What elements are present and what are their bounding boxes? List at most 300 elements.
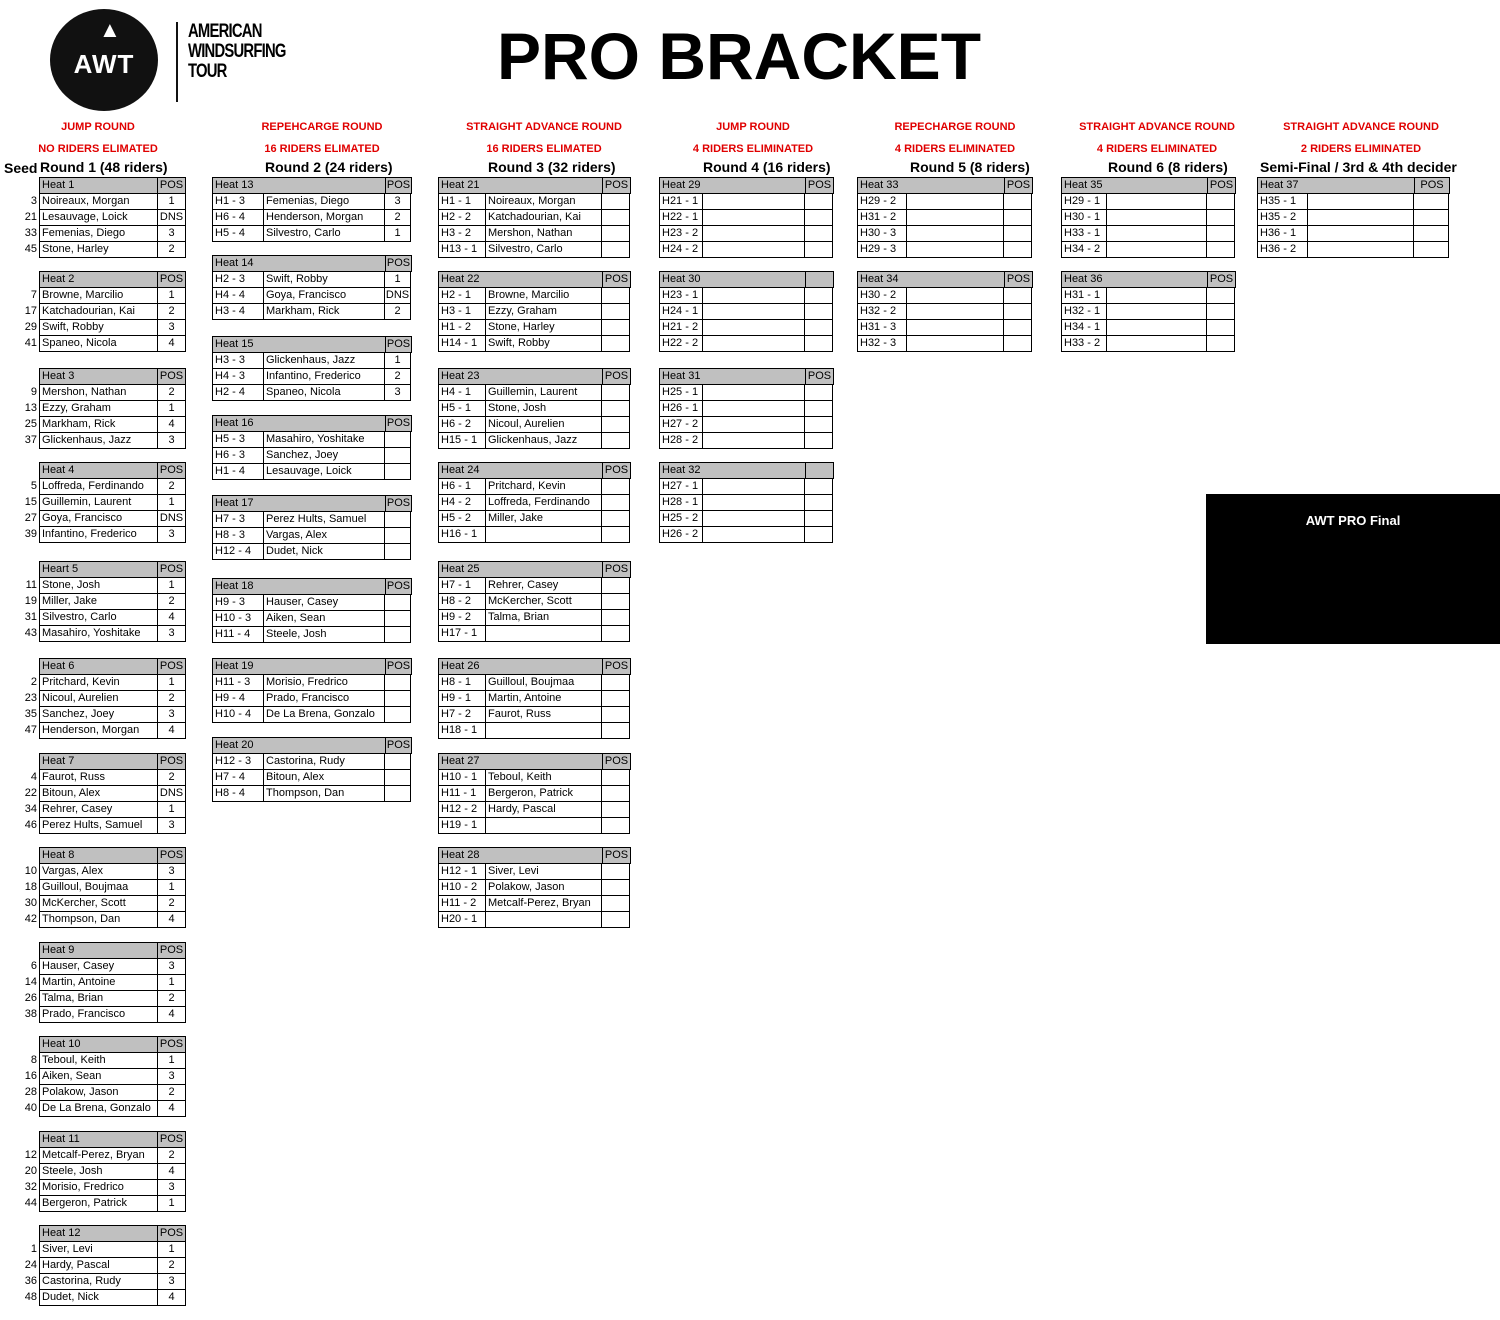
rider-name (703, 433, 805, 449)
rider-name: Katchadourian, Kai (486, 210, 602, 226)
heat-header (40, 943, 186, 959)
position-cell: 4 (158, 1290, 186, 1306)
heat-header (213, 337, 412, 353)
advance-ref: H35 - 1 (1258, 194, 1308, 210)
rider-name: Bitoun, Alex (40, 786, 158, 802)
heat-header (213, 579, 412, 595)
heat-row (660, 242, 834, 258)
heat-header (439, 178, 631, 194)
heat-row (439, 417, 631, 433)
heat-row (660, 385, 834, 401)
rider-name: Metcalf-Perez, Bryan (486, 896, 602, 912)
position-cell: 3 (158, 626, 186, 642)
position-cell: 2 (158, 770, 186, 786)
rider-name (703, 527, 805, 543)
rider-name: Bergeron, Patrick (486, 786, 602, 802)
position-cell (1207, 320, 1235, 336)
rider-name (703, 194, 805, 210)
rider-name: Miller, Jake (486, 511, 602, 527)
heat-row (40, 401, 186, 417)
position-cell (1207, 288, 1235, 304)
position-cell (805, 417, 833, 433)
heat-name: Heat 9 (40, 943, 158, 959)
heat-row (40, 896, 186, 912)
heat-row (660, 401, 834, 417)
heat-row (213, 464, 412, 480)
pos-header: POS (603, 562, 631, 578)
pos-header: POS (806, 369, 834, 385)
rider-name: Guilloul, Boujmaa (40, 880, 158, 896)
rider-name: Femenias, Diego (264, 194, 385, 210)
advance-ref: H9 - 3 (213, 595, 264, 611)
advance-ref: H6 - 2 (439, 417, 486, 433)
pos-header: POS (386, 496, 412, 512)
seed-number: 14 (24, 976, 37, 988)
heat-table (212, 415, 412, 480)
advance-ref: H4 - 3 (213, 369, 264, 385)
rider-name: Guilloul, Boujmaa (486, 675, 602, 691)
heat-row (40, 1101, 186, 1117)
position-cell: 3 (158, 226, 186, 242)
advance-ref: H1 - 2 (439, 320, 486, 336)
heat-table (1257, 177, 1450, 258)
heat-row (439, 385, 631, 401)
heat-row (1258, 242, 1450, 258)
position-cell (805, 194, 833, 210)
pos-header: POS (386, 579, 412, 595)
position-cell (385, 675, 411, 691)
seed-number: 5 (30, 480, 37, 492)
position-cell (805, 242, 833, 258)
seed-number: 42 (24, 913, 37, 925)
heat-name: Heat 15 (213, 337, 386, 353)
position-cell (602, 511, 630, 527)
heat-row (40, 975, 186, 991)
position-cell: 3 (158, 1180, 186, 1196)
position-cell: 2 (158, 1148, 186, 1164)
position-cell (805, 385, 833, 401)
heat-row (439, 194, 631, 210)
rider-name: Polakow, Jason (40, 1085, 158, 1101)
rider-name (907, 288, 1004, 304)
heat-row (213, 369, 412, 385)
position-cell (805, 527, 833, 543)
position-cell: 1 (158, 1196, 186, 1212)
heat-row (660, 511, 834, 527)
heat-row (40, 818, 186, 834)
rider-name: Thompson, Dan (264, 786, 385, 802)
seed-number: 12 (24, 1149, 37, 1161)
heat-row (858, 242, 1033, 258)
pos-header: POS (158, 1037, 186, 1053)
heat-table (659, 271, 834, 352)
advance-ref: H8 - 3 (213, 528, 264, 544)
heat-row (1258, 194, 1450, 210)
position-cell: DNS (158, 511, 186, 527)
heat-row (40, 802, 186, 818)
rider-name (703, 495, 805, 511)
position-cell: 2 (158, 1085, 186, 1101)
rider-name: Prado, Francisco (40, 1007, 158, 1023)
advance-ref: H17 - 1 (439, 626, 486, 642)
seed-number: 41 (24, 337, 37, 349)
rider-name: Browne, Marcilio (40, 288, 158, 304)
position-cell (385, 786, 411, 802)
heat-row (40, 1069, 186, 1085)
pos-header: POS (603, 848, 631, 864)
advance-ref: H16 - 1 (439, 527, 486, 543)
rider-name: Vargas, Alex (40, 864, 158, 880)
rider-name (703, 288, 805, 304)
advance-ref: H9 - 2 (439, 610, 486, 626)
position-cell (1207, 210, 1235, 226)
pos-header: POS (158, 369, 186, 385)
seed-number: 29 (24, 321, 37, 333)
rider-name: Prado, Francisco (264, 691, 385, 707)
advance-ref: H7 - 2 (439, 707, 486, 723)
heat-header (40, 1037, 186, 1053)
position-cell: 1 (158, 578, 186, 594)
rider-name: Martin, Antoine (40, 975, 158, 991)
seed-number: 34 (24, 803, 37, 815)
advance-ref: H1 - 4 (213, 464, 264, 480)
heat-row (1062, 320, 1236, 336)
pos-header: POS (1005, 272, 1033, 288)
rider-name (703, 210, 805, 226)
heat-row (660, 495, 834, 511)
heat-row (213, 210, 412, 226)
advance-ref: H7 - 1 (439, 578, 486, 594)
heat-row (40, 479, 186, 495)
heat-name: Heat 22 (439, 272, 603, 288)
round-title: Round 6 (8 riders) (1108, 159, 1228, 175)
heat-row (439, 336, 631, 352)
heat-row (439, 242, 631, 258)
advance-ref: H32 - 1 (1062, 304, 1107, 320)
rider-name: Faurot, Russ (40, 770, 158, 786)
advance-ref: H31 - 2 (858, 210, 907, 226)
heat-row (40, 1290, 186, 1306)
position-cell (385, 528, 411, 544)
heat-name: Heat 17 (213, 496, 386, 512)
heat-name: Heat 28 (439, 848, 603, 864)
advance-ref: H7 - 3 (213, 512, 264, 528)
position-cell (602, 288, 630, 304)
position-cell (385, 595, 411, 611)
rider-name (486, 626, 602, 642)
position-cell (602, 385, 630, 401)
rider-name: Spaneo, Nicola (40, 336, 158, 352)
heat-table (1061, 177, 1236, 258)
pos-header: POS (158, 178, 186, 194)
rider-name: Teboul, Keith (40, 1053, 158, 1069)
rider-name (486, 912, 602, 928)
heat-row (439, 401, 631, 417)
rider-name: Perez Hults, Samuel (264, 512, 385, 528)
position-cell (602, 527, 630, 543)
rider-name (1107, 304, 1207, 320)
rider-name: Nicoul, Aurelien (486, 417, 602, 433)
rider-name: Goya, Francisco (40, 511, 158, 527)
rider-name (703, 401, 805, 417)
position-cell (602, 401, 630, 417)
position-cell (805, 320, 833, 336)
awt-logo (50, 9, 158, 111)
heat-name: Heat 12 (40, 1226, 158, 1242)
heat-name: Heat 1 (40, 178, 158, 194)
heat-row (439, 594, 631, 610)
rider-name (703, 242, 805, 258)
position-cell: 1 (158, 1053, 186, 1069)
seed-number: 1 (30, 1243, 37, 1255)
advance-ref: H2 - 2 (439, 210, 486, 226)
rider-name (1107, 320, 1207, 336)
advance-ref: H3 - 2 (439, 226, 486, 242)
position-cell: 3 (158, 959, 186, 975)
advance-ref: H32 - 2 (858, 304, 907, 320)
rider-name: Silvestro, Carlo (264, 226, 385, 242)
heat-name: Heat 10 (40, 1037, 158, 1053)
round-elimination-label: 4 RIDERS ELIMINATED (692, 143, 814, 155)
heat-row (858, 288, 1033, 304)
rider-name (486, 527, 602, 543)
rider-name (703, 511, 805, 527)
pos-header: POS (158, 848, 186, 864)
heat-table (39, 177, 186, 258)
pos-header: POS (386, 178, 412, 194)
rider-name: Teboul, Keith (486, 770, 602, 786)
seed-number: 36 (24, 1275, 37, 1287)
heat-row (213, 272, 412, 288)
advance-ref: H8 - 2 (439, 594, 486, 610)
rider-name: Loffreda, Ferdinando (486, 495, 602, 511)
seed-number: 45 (24, 243, 37, 255)
pos-header: POS (603, 272, 631, 288)
position-cell (1004, 304, 1032, 320)
round-title: Round 2 (24 riders) (265, 159, 393, 175)
position-cell (385, 512, 411, 528)
heat-row (40, 226, 186, 242)
flame-icon: ▲ (99, 17, 121, 42)
advance-ref: H12 - 1 (439, 864, 486, 880)
position-cell: 3 (158, 818, 186, 834)
rider-name: Infantino, Frederico (40, 527, 158, 543)
heat-row (439, 304, 631, 320)
round-title: Round 1 (48 riders) (40, 159, 168, 175)
heat-row (40, 864, 186, 880)
rider-name: Mershon, Nathan (486, 226, 602, 242)
advance-ref: H10 - 2 (439, 880, 486, 896)
rider-name: Swift, Robby (40, 320, 158, 336)
position-cell: 1 (158, 495, 186, 511)
heat-row (1258, 226, 1450, 242)
position-cell (1004, 288, 1032, 304)
heat-table (212, 658, 412, 723)
heat-name: Heat 3 (40, 369, 158, 385)
heat-row (439, 707, 631, 723)
position-cell (385, 544, 411, 560)
rider-name (1107, 288, 1207, 304)
rider-name: Rehrer, Casey (40, 802, 158, 818)
position-cell (602, 818, 630, 834)
heat-row (1062, 242, 1236, 258)
heat-row (439, 802, 631, 818)
heat-header (40, 659, 186, 675)
position-cell (805, 226, 833, 242)
position-cell (602, 675, 630, 691)
heat-header (213, 659, 412, 675)
position-cell (602, 880, 630, 896)
heat-row (213, 226, 412, 242)
position-cell (602, 691, 630, 707)
heat-name: Heat 14 (213, 256, 386, 272)
heat-row (40, 194, 186, 210)
heat-row (439, 818, 631, 834)
heat-row (1062, 210, 1236, 226)
position-cell: 1 (385, 272, 411, 288)
heat-row (213, 611, 412, 627)
advance-ref: H27 - 2 (660, 417, 703, 433)
heat-row (40, 320, 186, 336)
rider-name: Sanchez, Joey (264, 448, 385, 464)
heat-table (857, 177, 1033, 258)
position-cell: 4 (158, 723, 186, 739)
position-cell: 3 (385, 194, 411, 210)
advance-ref: H30 - 2 (858, 288, 907, 304)
logo-abbr: AWT (73, 49, 135, 79)
heat-row (439, 864, 631, 880)
heat-table (39, 658, 186, 739)
advance-ref: H5 - 4 (213, 226, 264, 242)
position-cell: 1 (158, 880, 186, 896)
heat-row (439, 786, 631, 802)
advance-ref: H10 - 3 (213, 611, 264, 627)
heat-row (213, 432, 412, 448)
advance-ref: H3 - 3 (213, 353, 264, 369)
heat-row (40, 1258, 186, 1274)
position-cell (1004, 242, 1032, 258)
seed-number: 7 (30, 289, 37, 301)
advance-ref: H34 - 2 (1062, 242, 1107, 258)
heat-row (213, 194, 412, 210)
heat-header (40, 1226, 186, 1242)
position-cell (602, 770, 630, 786)
pos-header: POS (386, 416, 412, 432)
heat-row (40, 691, 186, 707)
position-cell (385, 611, 411, 627)
heat-row (40, 1196, 186, 1212)
heat-header (1258, 178, 1450, 194)
heat-row (439, 511, 631, 527)
heat-row (439, 880, 631, 896)
rider-name: Faurot, Russ (486, 707, 602, 723)
position-cell (385, 770, 411, 786)
advance-ref: H18 - 1 (439, 723, 486, 739)
pos-header: POS (603, 754, 631, 770)
advance-ref: H1 - 3 (213, 194, 264, 210)
position-cell: 2 (158, 594, 186, 610)
pos-header: POS (1208, 272, 1236, 288)
pos-header: POS (1005, 178, 1033, 194)
round-elimination-label: 4 RIDERS ELIMINATED (1096, 143, 1218, 155)
heat-row (858, 336, 1033, 352)
heat-header (660, 369, 834, 385)
advance-ref: H29 - 3 (858, 242, 907, 258)
heat-table (438, 368, 631, 449)
heat-row (40, 675, 186, 691)
heat-name: Heat 34 (858, 272, 1005, 288)
advance-ref: H23 - 1 (660, 288, 703, 304)
heat-header (213, 256, 412, 272)
position-cell (1414, 226, 1449, 242)
seed-number: 13 (24, 402, 37, 414)
advance-ref: H13 - 1 (439, 242, 486, 258)
position-cell: 2 (158, 991, 186, 1007)
round-type-label: REPEHCARGE ROUND (261, 121, 383, 133)
advance-ref: H5 - 3 (213, 432, 264, 448)
advance-ref: H4 - 1 (439, 385, 486, 401)
round-type-label: STRAIGHT ADVANCE ROUND (466, 121, 622, 133)
advance-ref: H6 - 3 (213, 448, 264, 464)
advance-ref: H22 - 1 (660, 210, 703, 226)
advance-ref: H28 - 1 (660, 495, 703, 511)
advance-ref: H24 - 2 (660, 242, 703, 258)
logo-line: WINDSURFING (188, 41, 286, 62)
heat-row (660, 304, 834, 320)
heat-row (858, 320, 1033, 336)
heat-table (39, 1225, 186, 1306)
position-cell: 1 (158, 675, 186, 691)
heat-name: Heat 30 (660, 272, 806, 288)
seed-number: 3 (30, 195, 37, 207)
round-title: Semi-Final / 3rd & 4th decider (1260, 159, 1457, 175)
position-cell (385, 754, 411, 770)
position-cell: 4 (158, 417, 186, 433)
position-cell: 3 (158, 707, 186, 723)
seed-number: 23 (24, 692, 37, 704)
rider-name: Masahiro, Yoshitake (264, 432, 385, 448)
heat-table (212, 737, 412, 802)
heat-row (660, 527, 834, 543)
rider-name: Mershon, Nathan (40, 385, 158, 401)
advance-ref: H3 - 1 (439, 304, 486, 320)
heat-row (40, 1274, 186, 1290)
round-title: Round 3 (32 riders) (488, 159, 616, 175)
rider-name: Castorina, Rudy (40, 1274, 158, 1290)
heat-table (39, 462, 186, 543)
heat-header (40, 463, 186, 479)
heat-row (660, 479, 834, 495)
logo-line: AMERICAN (188, 21, 262, 42)
heat-header (40, 369, 186, 385)
rider-name: Dudet, Nick (40, 1290, 158, 1306)
heat-row (213, 627, 412, 643)
position-cell (385, 448, 411, 464)
heat-header (660, 272, 834, 288)
final-title: AWT PRO Final (1305, 513, 1401, 528)
heat-header (213, 738, 412, 754)
heat-row (40, 578, 186, 594)
heat-table (1061, 271, 1236, 352)
rider-name: De La Brena, Gonzalo (264, 707, 385, 723)
pos-header: POS (158, 1132, 186, 1148)
heat-name: Heat 26 (439, 659, 603, 675)
heat-table (438, 753, 631, 834)
advance-ref: H24 - 1 (660, 304, 703, 320)
heat-table (438, 561, 631, 642)
advance-ref: H11 - 4 (213, 627, 264, 643)
heat-row (40, 626, 186, 642)
